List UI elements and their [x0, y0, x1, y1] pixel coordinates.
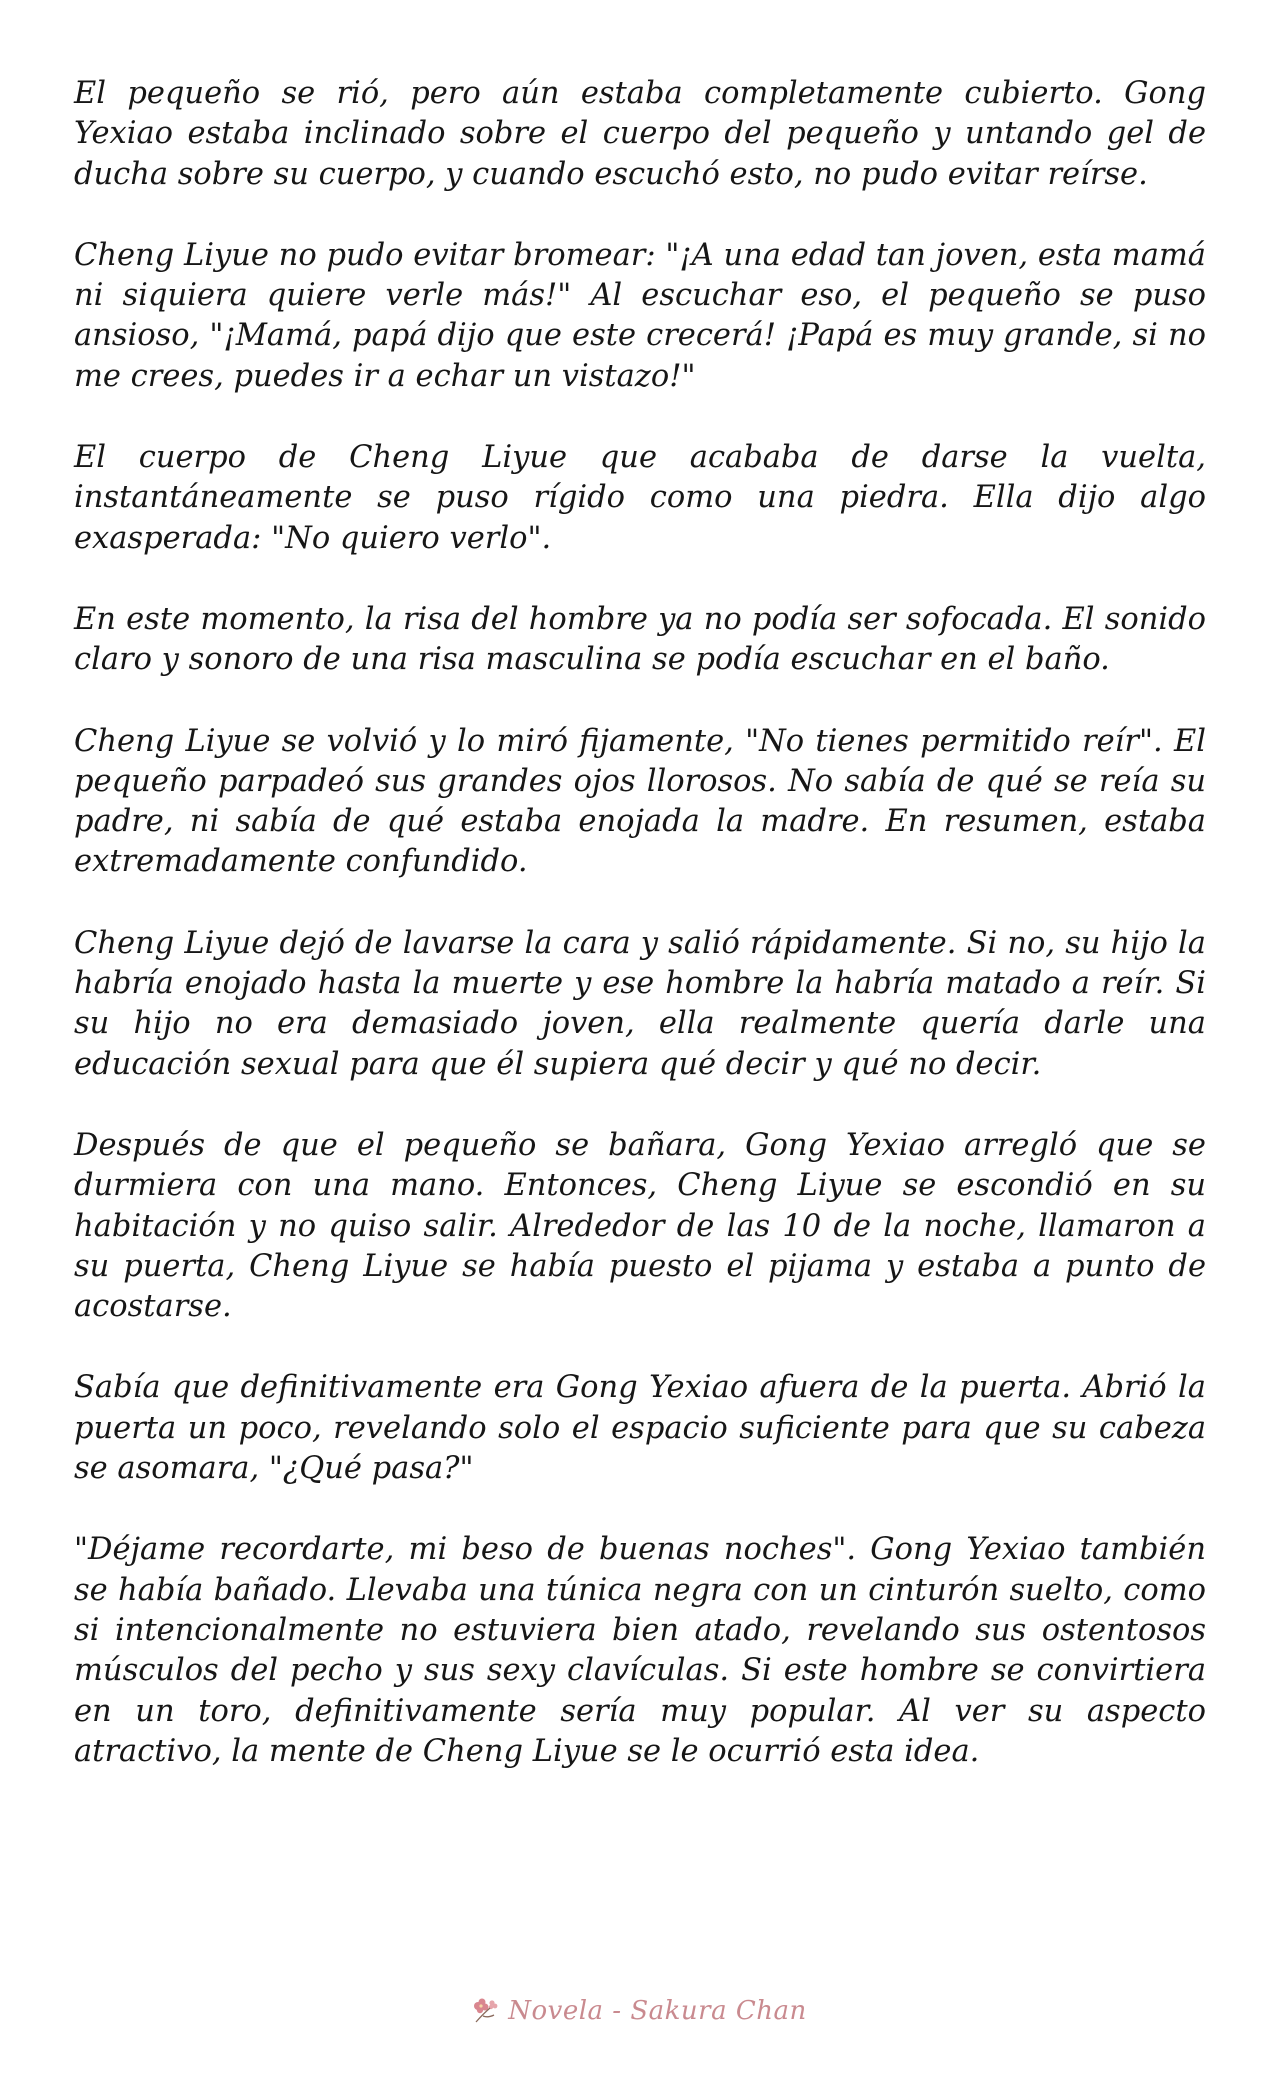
paragraph: Sabía que definitivamente era Gong Yexiao afuera de la puerta. Abrió la puerta un poco, revelando solo el espacio suficiente para que su cabeza se asomara, "¿Qué pasa?"	[74, 1370, 1206, 1487]
paragraph: El cuerpo de Cheng Liyue que acababa de darse la vuelta, instantáneamente se puso rígido como una piedra. Ella dijo algo exasperada: "No quiero verlo".	[74, 440, 1206, 556]
document-body	[74, 74, 1206, 1813]
footer-watermark	[0, 1994, 1275, 2028]
paragraph: El pequeño se rió, pero aún estaba completamente cubierto. Gong Yexiao estaba inclinado sobre el cuerpo del pequeño y untando gel de ducha sobre su cuerpo, y cuando escuchó esto, no pudo evitar reírse.	[74, 76, 1206, 192]
paragraph: Cheng Liyue se volvió y lo miró fijamente, "No tienes permitido reír". El pequeño parpadeó sus grandes ojos llorosos. No sabía de qué se reía su padre, ni sabía de qué estaba enojada la madre. En resumen, estaba extremadamente confundido.	[74, 723, 1206, 880]
paragraph: En este momento, la risa del hombre ya no podía ser sofocada. El sonido claro y sonoro de una risa masculina se podía escuchar en el baño.	[74, 601, 1206, 678]
sakura-flower-icon	[468, 1994, 502, 2028]
footer-text: Novela - Sakura Chan	[508, 1996, 807, 2026]
paragraph: Después de que el pequeño se bañara, Gong Yexiao arregló que se durmiera con una mano. Entonces, Cheng Liyue se escondió en su habitación y no quiso salir. Alrededor de las 10 de la noche, llamaron a su puerta, Cheng Liyue se había puesto el pijama y estaba a punto de acostarse.	[74, 1127, 1206, 1325]
paragraph: Cheng Liyue dejó de lavarse la cara y salió rápidamente. Si no, su hijo la habría enojado hasta la muerte y ese hombre la habría matado a reír. Si su hijo no era demasiado joven, ella realmente quería darle una educación sexual para que él supiera qué decir y qué no decir.	[74, 925, 1206, 1082]
paragraph: "Déjame recordarte, mi beso de buenas noches". Gong Yexiao también se había bañado. Llevaba una túnica negra con un cinturón suelto, como si intencionalmente no estuviera bien atado, revelando sus ostentosos músculos del pecho y sus sexy clavículas. Si este hombre se convirtiera en un toro, definitivamente sería muy popular. Al ver su aspecto atractivo, la mente de Cheng Liyue se le ocurrió esta idea.	[74, 1532, 1206, 1769]
paragraph: Cheng Liyue no pudo evitar bromear: "¡A una edad tan joven, esta mamá ni siquiera quiere verle más!" Al escuchar eso, el pequeño se puso ansioso, "¡Mamá, papá dijo que este crecerá! ¡Papá es muy grande, si no me crees, puedes ir a echar un vistazo!"	[74, 237, 1206, 394]
